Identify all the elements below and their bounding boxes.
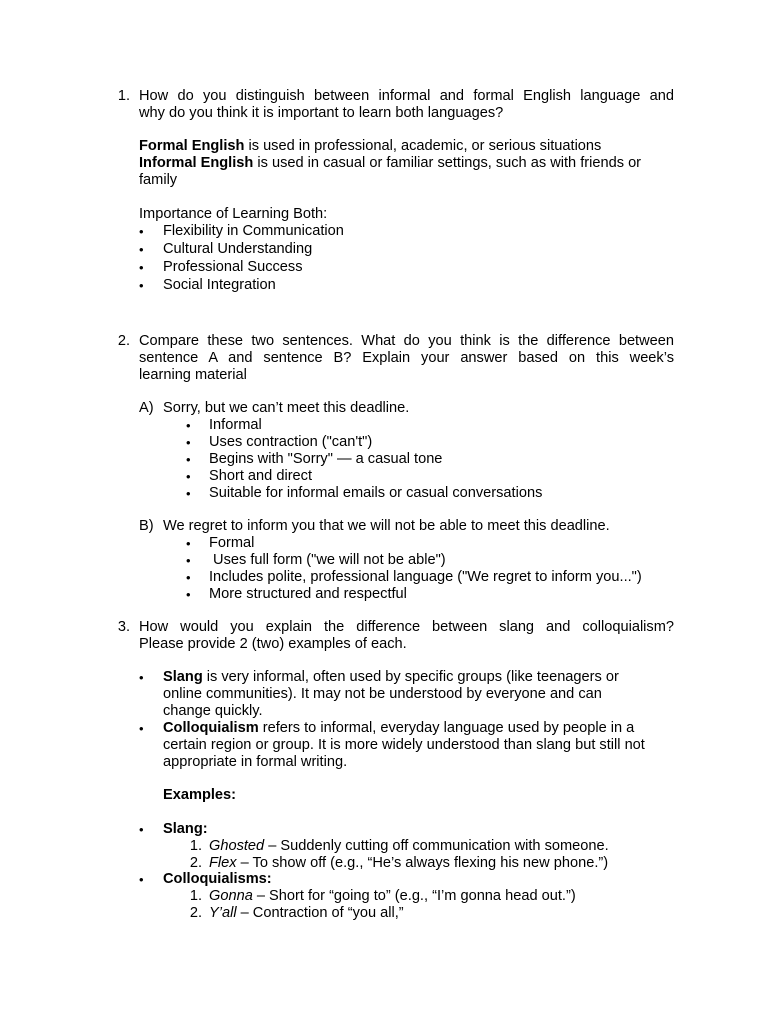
q2-sentence-b-label: B) (139, 518, 154, 534)
q2-b-point: Formal (209, 535, 255, 551)
q2-a-point: Short and direct (209, 468, 313, 484)
colloquialism-example-text: – Contraction of “you all,” (236, 905, 404, 921)
bullet-icon: • (139, 242, 144, 257)
colloquialism-term: Colloquialism (163, 720, 259, 736)
colloquialism-example-number: 2. (189, 905, 202, 921)
q2-sentence-a: Sorry, but we can’t meet this deadline. (163, 400, 410, 416)
q2-sentence-a-label: A) (139, 400, 154, 416)
bullet-icon: • (186, 536, 191, 551)
informal-english-text: is used in casual or familiar settings, such as with friends or (253, 155, 642, 171)
slang-example-term: Ghosted (209, 838, 265, 854)
q2-number: 2. (117, 333, 130, 349)
q2-question-line-2: sentence A and sentence B? Explain your answer based on this week’s (139, 350, 674, 366)
q3-slang-heading (163, 821, 208, 838)
q1-importance-heading: Importance of Learning Both: (139, 206, 328, 222)
q3-slang-definition (163, 669, 619, 686)
q2-sentence-b: We regret to inform you that we will not be able to meet this deadline. (163, 518, 610, 534)
q1-bullet-item: Professional Success (163, 259, 303, 275)
bullet-icon: • (139, 278, 144, 293)
q1-question-line-1: How do you distinguish between informal and formal English language and (139, 88, 674, 104)
bullet-icon: • (139, 872, 144, 887)
q1-informal-definition (139, 155, 641, 172)
q3-colloquialism-definition-line-2: certain region or group. It is more widely understood than slang but still not (163, 737, 645, 753)
bullet-icon: • (186, 553, 191, 568)
bullet-icon: • (139, 260, 144, 275)
q1-bullet-item: Social Integration (163, 277, 276, 293)
bullet-icon: • (186, 435, 191, 450)
slang-example (209, 855, 608, 872)
bullet-icon: • (186, 469, 191, 484)
formal-english-term: Formal English (139, 138, 245, 154)
q2-a-point: Suitable for informal emails or casual conversations (209, 485, 543, 501)
q3-colloquialism-definition-line-3: appropriate in formal writing. (163, 754, 348, 770)
bullet-icon: • (139, 670, 144, 685)
slang-example-number: 2. (189, 855, 202, 871)
bullet-icon: • (139, 224, 144, 239)
bullet-icon: • (139, 721, 144, 736)
bullet-icon: • (186, 486, 191, 501)
colloquialism-example-text: – Short for “going to” (e.g., “I’m gonna head out.”) (252, 888, 576, 904)
slang-example (209, 838, 609, 855)
bullet-icon: • (186, 587, 191, 602)
q3-question-line-2: Please provide 2 (two) examples of each. (139, 636, 407, 652)
q1-formal-definition (139, 138, 601, 155)
q2-a-point: Informal (209, 417, 262, 433)
q3-number: 3. (117, 619, 130, 635)
colloquialism-example-term: Gonna (209, 888, 253, 904)
informal-english-term: Informal English (139, 155, 254, 171)
colloquialism-example (209, 888, 576, 905)
q2-question-line-3: learning material (139, 367, 247, 383)
colloquialism-text: refers to informal, everyday language used by people in a (258, 720, 635, 736)
q3-examples-heading (163, 787, 236, 804)
bullet-icon: • (186, 452, 191, 467)
examples-heading-text: Examples: (163, 787, 237, 803)
q3-slang-definition-line-3: change quickly. (163, 703, 263, 719)
q1-number: 1. (117, 88, 130, 104)
colloquialisms-heading-text: Colloquialisms: (163, 871, 272, 887)
bullet-icon: • (186, 418, 191, 433)
q1-question-line-2: why do you think it is important to learn both languages? (139, 105, 504, 121)
bullet-icon: • (139, 822, 144, 837)
slang-heading-text: Slang: (163, 821, 208, 837)
slang-example-text: – To show off (e.g., “He’s always flexing his new phone.”) (236, 855, 609, 871)
q3-colloquialisms-heading (163, 871, 272, 888)
q2-b-point: Includes polite, professional language ("We regret to inform you...") (209, 569, 642, 585)
colloquialism-example (209, 905, 404, 922)
bullet-icon: • (186, 570, 191, 585)
q1-informal-definition-line-2: family (139, 172, 178, 188)
slang-term: Slang (163, 669, 203, 685)
q2-b-point: More structured and respectful (209, 586, 407, 602)
q2-a-point: Uses contraction ("can't") (209, 434, 373, 450)
slang-example-term: Flex (209, 855, 237, 871)
q3-slang-definition-line-2: online communities). It may not be understood by everyone and can (163, 686, 602, 702)
slang-example-number: 1. (189, 838, 202, 854)
colloquialism-example-term: Y’all (209, 905, 237, 921)
q1-bullet-item: Flexibility in Communication (163, 223, 344, 239)
q2-b-point: Uses full form ("we will not be able") (209, 552, 446, 568)
q3-question-line-1: How would you explain the difference between slang and colloquialism? (139, 619, 674, 635)
slang-text: is very informal, often used by specific groups (like teenagers or (202, 669, 619, 685)
colloquialism-example-number: 1. (189, 888, 202, 904)
q3-colloquialism-definition (163, 720, 634, 737)
q1-bullet-item: Cultural Understanding (163, 241, 313, 257)
q2-a-point: Begins with "Sorry" — a casual tone (209, 451, 443, 467)
q2-question-line-1: Compare these two sentences. What do you think is the difference between (139, 333, 674, 349)
slang-example-text: – Suddenly cutting off communication with someone. (264, 838, 609, 854)
formal-english-text: is used in professional, academic, or serious situations (244, 138, 602, 154)
